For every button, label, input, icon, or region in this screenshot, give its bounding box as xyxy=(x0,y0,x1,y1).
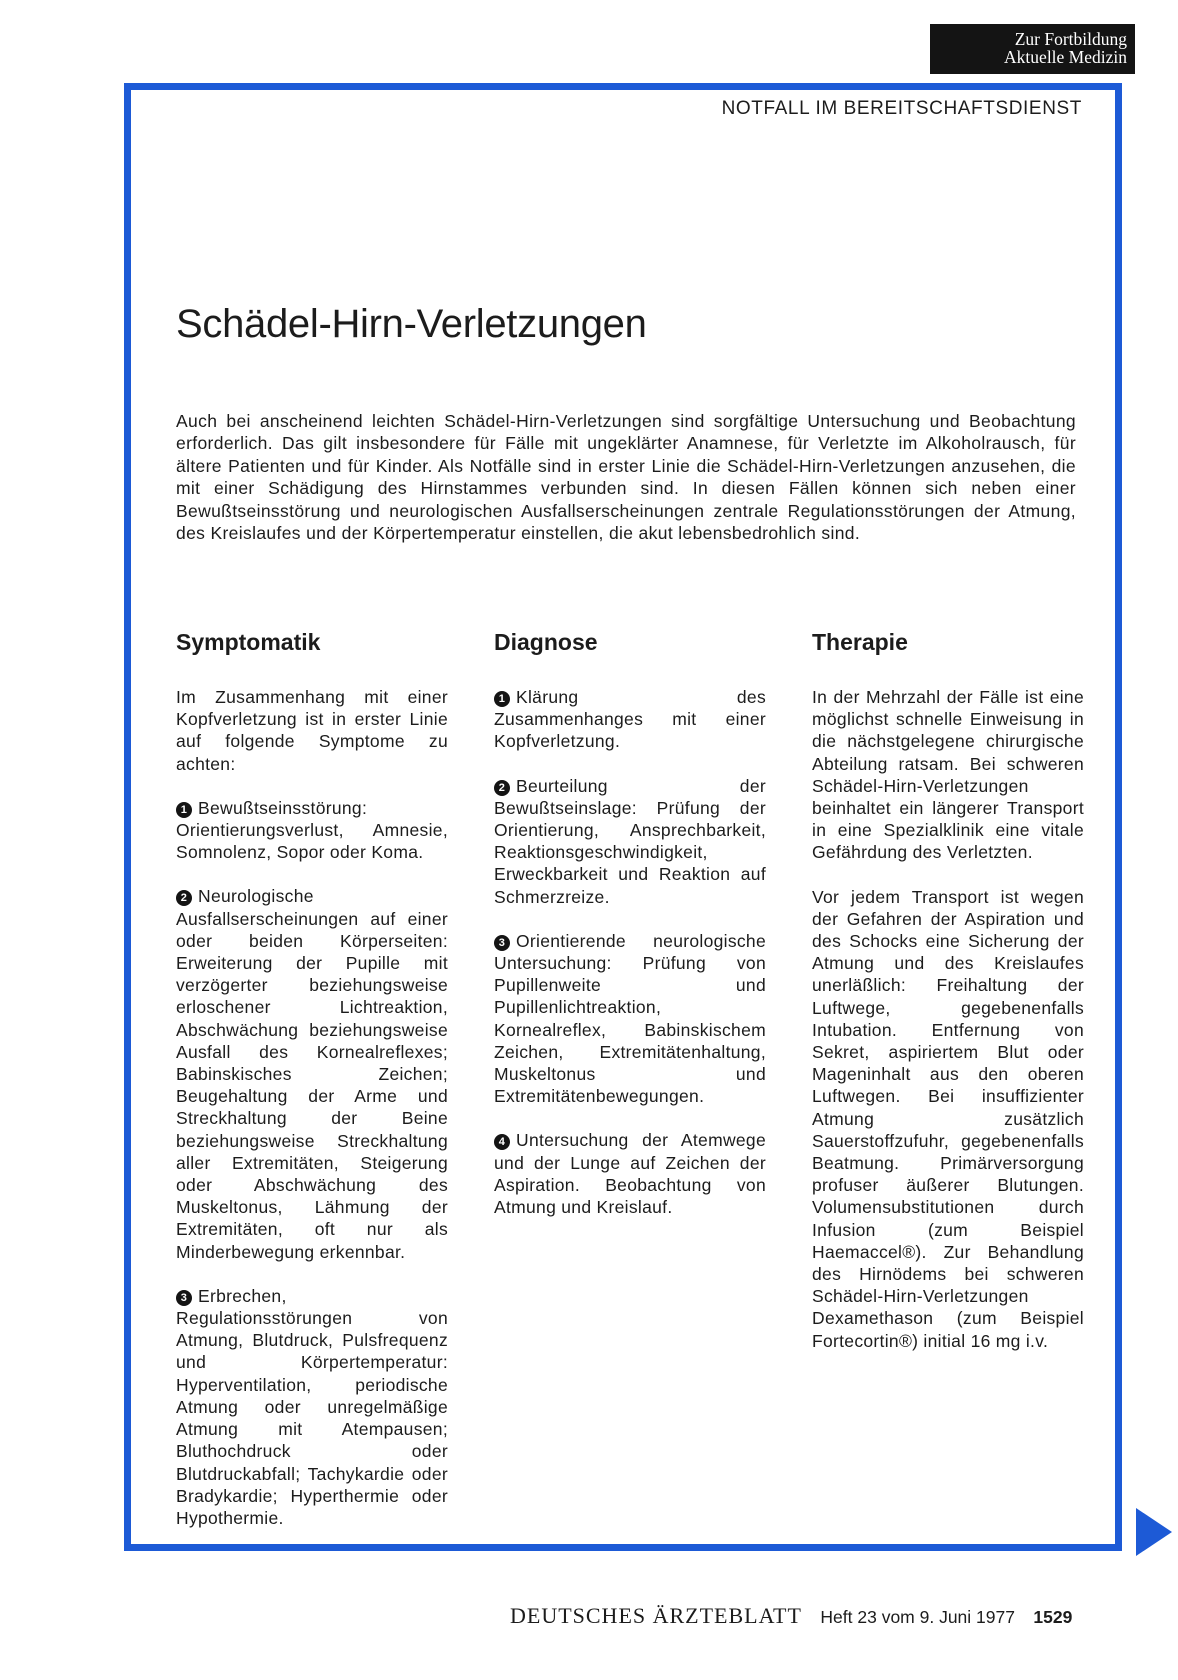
symptom-text: Neurologische Ausfallserscheinungen auf einer oder beiden Körperseiten: Erweiterung der Pupille mit verzögerter beziehungsweise erloschener Lichtreaktion, Abschwächung beziehungsweise Ausfall des Kornealreflexes; Babinskisches Zeichen; Beugehaltung der Arme und Streckhaltung der Beine beziehungsweise Streckhaltung aller Extremitäten, Steigerung oder Abschwächung des Muskeltonus, Lähmung der Extremitäten, oft nur als Minderbewegung erkennbar. xyxy=(176,886,448,1262)
number-bullet-icon: 1 xyxy=(494,691,510,707)
heading-symptomatik: Symptomatik xyxy=(176,629,321,655)
diagnose-text: Untersuchung der Atemwege und der Lunge auf Zeichen der Aspiration. Beobachtung von Atmung und Kreislauf. xyxy=(494,1130,766,1218)
column-therapie xyxy=(812,628,1084,1374)
page-number: 1529 xyxy=(1033,1607,1073,1627)
number-bullet-icon: 2 xyxy=(494,780,510,796)
number-bullet-icon: 1 xyxy=(176,802,192,818)
article-title: Schädel-Hirn-Verletzungen xyxy=(176,302,647,346)
column-symptomatik xyxy=(176,628,448,1551)
column-diagnose xyxy=(494,628,766,1240)
section-tag-line-1: Zur Fortbildung xyxy=(1014,29,1127,49)
number-bullet-icon: 4 xyxy=(494,1134,510,1150)
heading-therapie: Therapie xyxy=(812,629,908,655)
diagnose-text: Orientierende neurologische Untersuchung: Prüfung von Pupillenweite und Pupillenlichtreaktion, Kornealreflex, Babinskischem Zeichen, Extremitätenhaltung, Muskeltonus und Extremitätenbewegungen. xyxy=(494,930,766,1107)
page-footer xyxy=(510,1603,1072,1629)
symptom-item xyxy=(176,1285,448,1529)
diagnose-item xyxy=(494,1129,766,1218)
section-tag xyxy=(930,24,1135,74)
section-tag-line-2: Aktuelle Medizin xyxy=(1004,47,1127,67)
number-bullet-icon: 3 xyxy=(176,1290,192,1306)
journal-name: DEUTSCHES ÄRZTEBLATT xyxy=(510,1603,802,1628)
article-intro: Auch bei anscheinend leichten Schädel-Hirn-Verletzungen sind sorgfältige Untersuchung und Beobachtung erforderlich. Das gilt insbesondere für Fälle mit ungeklärter Anamnese, für Verletzte im Alkoholrausch, für ältere Patienten und für Kinder. Als Notfälle sind in erster Linie die Schädel-Hirn-Verletzungen anzusehen, die mit einer Schädigung des Hirnstammes verbunden sind. In diesen Fällen können sich neben einer Bewußtseinsstörung und neurologischen Ausfallserscheinungen zentrale Regulationsstörungen der Atmung, des Kreislaufes und der Körpertemperatur einstellen, die akut lebensbedrohlich sind. xyxy=(176,411,1076,544)
diagnose-item xyxy=(494,686,766,753)
symptomatik-intro: Im Zusammenhang mit einer Kopfverletzung ist in erster Linie auf folgende Symptome zu achten: xyxy=(176,687,448,774)
number-bullet-icon: 2 xyxy=(176,890,192,906)
continue-arrow-icon xyxy=(1136,1508,1172,1556)
symptom-text: Erbrechen, Regulationsstörungen von Atmung, Blutdruck, Pulsfrequenz und Körpertemperatur: Hyperventilation, periodische Atmung oder unregelmäßige Atmung mit Atempausen; Bluthochdruck oder Blutdruckabfall; Tachykardie oder Bradykardie; Hyperthermie oder Hypothermie. xyxy=(176,1285,448,1528)
symptom-item xyxy=(176,885,448,1262)
number-bullet-icon: 3 xyxy=(494,935,510,951)
symptom-item xyxy=(176,797,448,864)
therapie-paragraph: In der Mehrzahl der Fälle ist eine möglichst schnelle Einweisung in die nächstgelegene chirurgische Abteilung ratsam. Bei schweren Schädel-Hirn-Verletzungen beinhaltet ein längerer Transport in eine Spezialklinik eine vitale Gefährdung des Verletzten. xyxy=(812,687,1084,863)
diagnose-item xyxy=(494,775,766,908)
heading-diagnose: Diagnose xyxy=(494,629,598,655)
diagnose-text: Klärung des Zusammenhanges mit einer Kopfverletzung. xyxy=(494,687,766,752)
rubric: NOTFALL IM BEREITSCHAFTSDIENST xyxy=(721,98,1082,119)
issue-info: Heft 23 vom 9. Juni 1977 xyxy=(820,1607,1015,1627)
therapie-paragraph: Vor jedem Transport ist wegen der Gefahren der Aspiration und des Schocks eine Sicherung der Atmung und des Kreislaufes unerläßlich: Freihaltung der Luftwege, gegebenenfalls Intubation. Entfernung von Sekret, aspiriertem Blut oder Mageninhalt aus den oberen Luftwegen. Bei insuffizienter Atmung zusätzlich Sauerstoffzufuhr, gegebenenfalls Beatmung. Primärversorgung profuser äußerer Blutungen. Volumensubstitutionen durch Infusion (zum Beispiel Haemaccel®). Zur Behandlung des Hirnödems bei schweren Schädel-Hirn-Verletzungen Dexamethason (zum Beispiel Fortecortin®) initial 16 mg i.v. xyxy=(812,886,1084,1351)
diagnose-text: Beurteilung der Bewußtseinslage: Prüfung der Orientierung, Ansprechbarkeit, Reaktionsgeschwindigkeit, Erweckbarkeit und Reaktion auf Schmerzreize. xyxy=(494,775,766,907)
symptom-text: Bewußtseinsstörung: Orientierungsverlust, Amnesie, Somnolenz, Sopor oder Koma. xyxy=(176,797,448,863)
diagnose-item xyxy=(494,930,766,1108)
